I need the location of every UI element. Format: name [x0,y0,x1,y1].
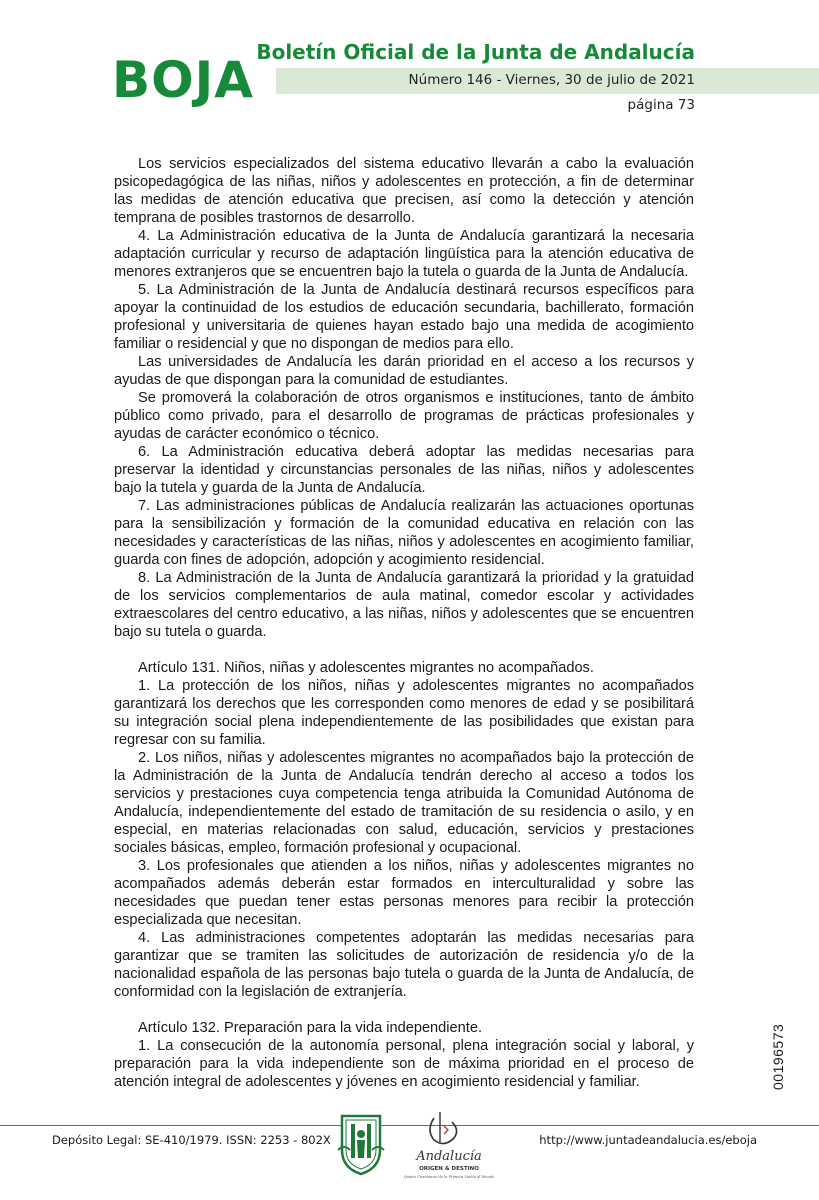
paragraph: 3. Los profesionales que atienden a los niños, niñas y adolescentes migrantes no acompañados además deberán estar formados en interculturalidad y sobre las necesidades que puedan tener estas personas menores para recibir la protección especializada que necesitan. [114,858,694,928]
bulletin-title: Boletín Oficial de la Junta de Andalucía [256,40,695,64]
paragraph: 6. La Administración educativa deberá adoptar las medidas necesarias para preservar la identidad y circunstancias personales de las niñas, niños y adolescentes bajo la tutela y guarda de la Junta de Andalucía. [114,444,694,496]
paragraph: 1. La protección de los niños, niñas y adolescentes migrantes no acompañados garantizará los derechos que les corresponden como menores de edad y se posibilitará su integración social plena independientemente de las posibilidades que existan para regresar con su familia. [114,678,694,748]
paragraph: Las universidades de Andalucía les darán prioridad en el acceso a los recursos y ayudas de que dispongan para la comunidad de estudiantes. [114,354,694,388]
document-id: 00196573 [770,1023,786,1090]
paragraph: 4. La Administración educativa de la Junta de Andalucía garantizará la necesaria adaptación curricular y recurso de adaptación lingüística para la atención educativa de menores extranjeros que se encuentren bajo la tutela o guarda de la Junta de Andalucía. [114,228,694,280]
paragraph: 5. La Administración de la Junta de Andalucía destinará recursos específicos para apoyar la continuidad de los estudios de educación secundaria, bachillerato, formación profesional y universitaria de quienes hayan estado bajo una medida de acogimiento familiar o residencial y que no dispongan de medios para ello. [114,282,694,352]
article-131-heading: Artículo 131. Niños, niñas y adolescentes migrantes no acompañados. [138,660,594,676]
paragraph: 8. La Administración de la Junta de Andalucía garantizará la prioridad y la gratuidad de los servicios complementarios de aula matinal, comedor escolar y actividades extraescolares del centro educativo, a las niñas, niños y adolescentes que se encuentren bajo su tutela o guarda. [114,570,694,640]
footer-url-link[interactable]: http://www.juntadeandalucia.es/eboja [539,1133,757,1147]
paragraph: Los servicios especializados del sistema educativo llevarán a cabo la evaluación psicopedagógica de las niñas, niños y adolescentes en protección, a fin de determinar las medidas de atención educativa que precisen, así como la detección y atención temprana de posibles trastornos de desarrollo. [114,156,694,226]
page-number: página 73 [627,97,695,113]
paragraph: 4. Las administraciones competentes adoptarán las medidas necesarias para garantizar que se tramiten las solicitudes de autorización de residencia y/o de la nacionalidad española de las personas bajo tutela o guarda de la Junta de Andalucía, de conformidad con la legislación de extranjería. [114,930,694,1000]
andalucia-wordmark: Andalucía [416,1149,482,1164]
paragraph: 2. Los niños, niñas y adolescentes migrantes no acompañados bajo la protección de la Administración de la Junta de Andalucía tendrán derecho al acceso a todos los servicios y prestaciones cuya competencia tenga atribuida la Comunidad Autónoma de Andalucía, independientemente del estado de tramitación de su residencia o asilo, y en especial, en materias relacionadas con salud, educación, servicios y prestaciones sociales básicas, empleo, formación profesional y ocupacional. [114,750,694,856]
boja-logo: BOJA [112,51,254,109]
paragraph: 1. La consecución de la autonomía personal, plena integración social y laboral, y preparación para la vida independiente son de máxima prioridad en el proceso de atención integral de adolescentes y jóvenes en acogimiento residencial y familiar. [114,1038,694,1090]
andalucia-origen-destino-logo-icon [404,1108,494,1184]
legal-deposit: Depósito Legal: SE-410/1979. ISSN: 2253 - 802X [52,1133,331,1147]
paragraph: Se promoverá la colaboración de otros organismos e instituciones, tanto de ámbito público como privado, para el desarrollo de programas de prácticas profesionales y ayudas de carácter económico o técnico. [114,390,694,442]
document-body [114,155,694,1091]
andalucia-small-text: Quinto Centenario de la Primera Vuelta al Mundo [404,1175,494,1179]
andalucia-coat-of-arms-icon [336,1110,386,1178]
andalucia-tagline: ORIGEN & DESTINO [419,1166,479,1172]
paragraph: 7. Las administraciones públicas de Andalucía realizarán las actuaciones oportunas para la sensibilización y formación de la comunidad educativa en relación con las necesidades y características de las niñas, niños y adolescentes en acogimiento familiar, guarda con fines de adopción, adopción y acogimiento residencial. [114,498,694,568]
article-132-heading: Artículo 132. Preparación para la vida independiente. [138,1020,482,1036]
issue-number-date: Número 146 - Viernes, 30 de julio de 2021 [408,72,695,88]
